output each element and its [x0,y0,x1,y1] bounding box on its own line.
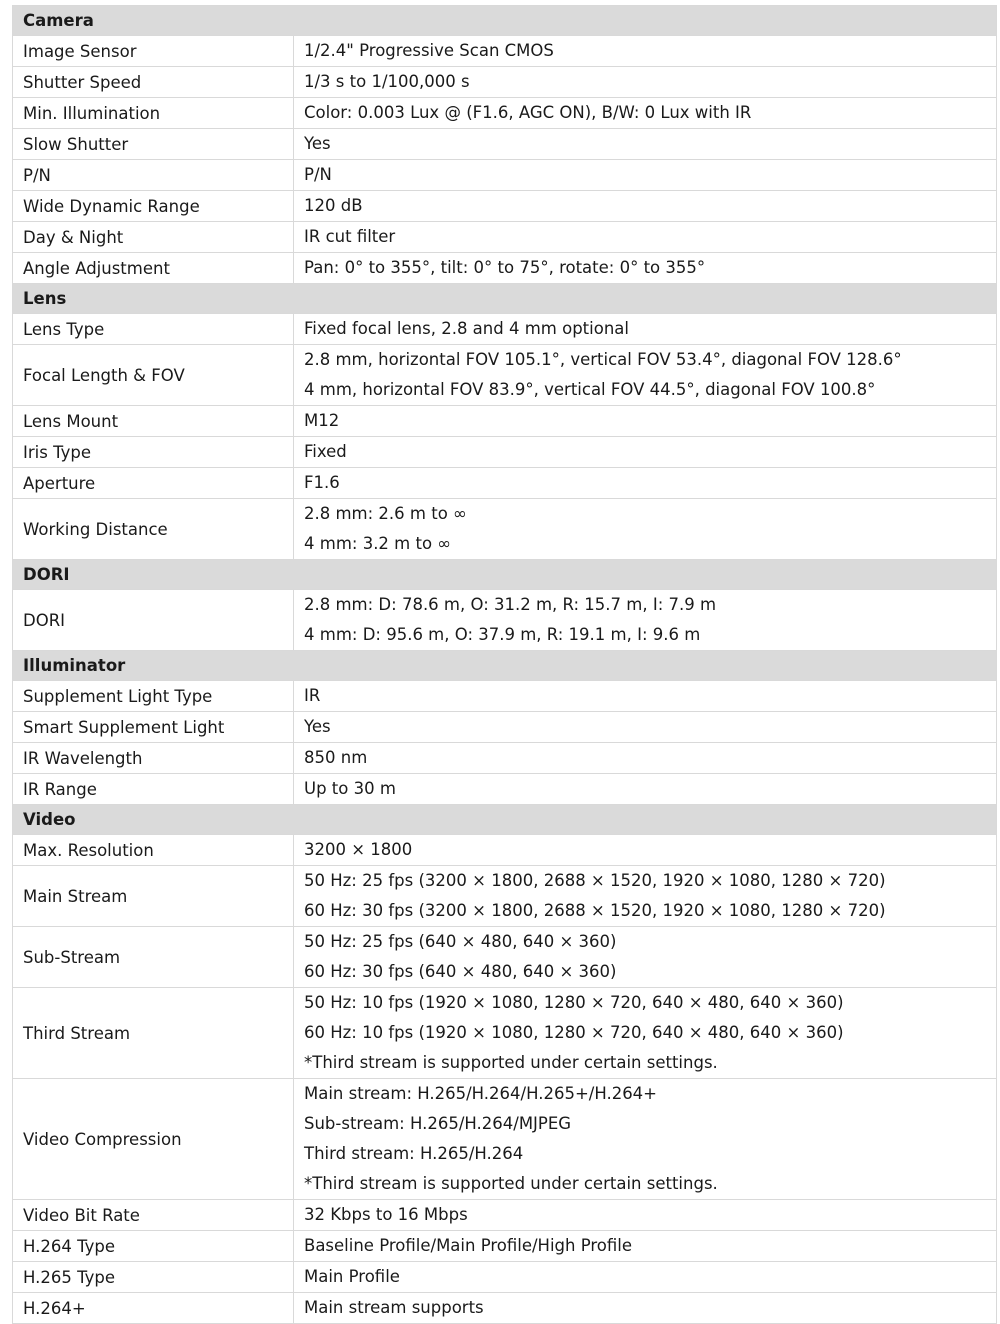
spec-value [294,835,997,866]
spec-value-line: IR [304,686,321,705]
spec-label: Aperture [13,468,294,499]
spec-row [13,1231,997,1262]
spec-row [13,129,997,160]
spec-value-line: Fixed [304,442,347,461]
spec-value-line: 50 Hz: 25 fps (3200 × 1800, 2688 × 1520, 1920 × 1080, 1280 × 720) [304,871,886,890]
spec-label: Wide Dynamic Range [13,191,294,222]
spec-value [294,1231,997,1262]
spec-value [294,1200,997,1231]
spec-value-line: 4 mm: 3.2 m to ∞ [304,534,452,553]
spec-label: Main Stream [13,866,294,927]
spec-row [13,866,997,927]
spec-value-line: 120 dB [304,196,363,215]
spec-row [13,160,997,191]
spec-value [294,774,997,805]
spec-value [294,129,997,160]
section-title: DORI [13,560,997,590]
spec-value-line: *Third stream is supported under certain settings. [304,1053,718,1072]
spec-label: Focal Length & FOV [13,345,294,406]
spec-value [294,1293,997,1324]
spec-value-line: Pan: 0° to 355°, tilt: 0° to 75°, rotate: 0° to 355° [304,258,706,277]
spec-row [13,774,997,805]
spec-value [294,743,997,774]
spec-value [294,681,997,712]
spec-value-line: 60 Hz: 30 fps (3200 × 1800, 2688 × 1520, 1920 × 1080, 1280 × 720) [304,901,886,920]
spec-value [294,314,997,345]
spec-row [13,1262,997,1293]
spec-value-line: 50 Hz: 25 fps (640 × 480, 640 × 360) [304,932,617,951]
spec-row [13,927,997,988]
spec-label: Max. Resolution [13,835,294,866]
spec-row [13,1293,997,1324]
spec-label: Iris Type [13,437,294,468]
spec-value-line: *Third stream is supported under certain settings. [304,1174,718,1193]
spec-value-line: Up to 30 m [304,779,396,798]
spec-value [294,866,997,927]
spec-label: Video Bit Rate [13,1200,294,1231]
spec-value-line: 1/3 s to 1/100,000 s [304,72,470,91]
spec-label: Video Compression [13,1079,294,1200]
spec-value-line: M12 [304,411,340,430]
spec-value-line: Yes [304,134,331,153]
spec-value-line: Baseline Profile/Main Profile/High Profile [304,1236,633,1255]
spec-row [13,681,997,712]
spec-value [294,437,997,468]
spec-value-line: 32 Kbps to 16 Mbps [304,1205,468,1224]
spec-value [294,468,997,499]
spec-label: H.264+ [13,1293,294,1324]
spec-label: H.264 Type [13,1231,294,1262]
spec-label: Min. Illumination [13,98,294,129]
section-title: Video [13,805,997,835]
section-header-illuminator [13,651,997,681]
spec-value-line: Third stream: H.265/H.264 [304,1144,524,1163]
spec-value [294,988,997,1079]
spec-label: Day & Night [13,222,294,253]
spec-label: Slow Shutter [13,129,294,160]
spec-label: H.265 Type [13,1262,294,1293]
spec-value-line: Yes [304,717,331,736]
spec-value-line: 2.8 mm: 2.6 m to ∞ [304,504,467,523]
spec-value [294,499,997,560]
spec-label: Smart Supplement Light [13,712,294,743]
spec-value-line: Main stream: H.265/H.264/H.265+/H.264+ [304,1084,658,1103]
spec-row [13,1200,997,1231]
spec-row [13,253,997,284]
spec-value-line: 3200 × 1800 [304,840,413,859]
spec-value [294,345,997,406]
spec-label: IR Range [13,774,294,805]
spec-value-line: 4 mm, horizontal FOV 83.9°, vertical FOV 44.5°, diagonal FOV 100.8° [304,380,876,399]
spec-value-line: 2.8 mm: D: 78.6 m, O: 31.2 m, R: 15.7 m, I: 7.9 m [304,595,717,614]
spec-label: P/N [13,160,294,191]
section-title: Lens [13,284,997,314]
spec-row [13,590,997,651]
spec-value-line: IR cut filter [304,227,396,246]
spec-row [13,468,997,499]
spec-row [13,98,997,129]
spec-label: Lens Type [13,314,294,345]
spec-row [13,988,997,1079]
section-header-video [13,805,997,835]
spec-row [13,67,997,98]
spec-label: Image Sensor [13,36,294,67]
spec-label: Supplement Light Type [13,681,294,712]
spec-value [294,712,997,743]
spec-label: Lens Mount [13,406,294,437]
section-header-camera [13,6,997,36]
spec-row [13,712,997,743]
spec-value [294,927,997,988]
spec-label: IR Wavelength [13,743,294,774]
spec-row [13,1079,997,1200]
section-title: Camera [13,6,997,36]
spec-value-line: Main Profile [304,1267,400,1286]
spec-value [294,590,997,651]
spec-value-line: 60 Hz: 30 fps (640 × 480, 640 × 360) [304,962,617,981]
spec-label: Third Stream [13,988,294,1079]
spec-row [13,314,997,345]
spec-value-line: F1.6 [304,473,340,492]
spec-row [13,835,997,866]
spec-value [294,98,997,129]
spec-row [13,743,997,774]
spec-value-line: Color: 0.003 Lux @ (F1.6, AGC ON), B/W: 0 Lux with IR [304,103,752,122]
section-title: Illuminator [13,651,997,681]
spec-value [294,1079,997,1200]
spec-value [294,191,997,222]
spec-label: DORI [13,590,294,651]
spec-value-line: 2.8 mm, horizontal FOV 105.1°, vertical FOV 53.4°, diagonal FOV 128.6° [304,350,902,369]
spec-row [13,36,997,67]
spec-label: Angle Adjustment [13,253,294,284]
spec-label: Sub-Stream [13,927,294,988]
spec-value [294,222,997,253]
spec-label: Shutter Speed [13,67,294,98]
spec-value [294,67,997,98]
spec-label: Working Distance [13,499,294,560]
spec-value-line: Main stream supports [304,1298,484,1317]
spec-row [13,222,997,253]
spec-value [294,253,997,284]
section-header-dori [13,560,997,590]
spec-row [13,345,997,406]
spec-row [13,406,997,437]
spec-value-line: 850 nm [304,748,368,767]
spec-value-line: 60 Hz: 10 fps (1920 × 1080, 1280 × 720, 640 × 480, 640 × 360) [304,1023,844,1042]
spec-value-line: Sub-stream: H.265/H.264/MJPEG [304,1114,572,1133]
spec-value [294,36,997,67]
spec-table [12,5,997,1324]
spec-value [294,1262,997,1293]
spec-value [294,160,997,191]
section-header-lens [13,284,997,314]
spec-value-line: Fixed focal lens, 2.8 and 4 mm optional [304,319,629,338]
spec-row [13,191,997,222]
spec-value [294,406,997,437]
spec-table-body [13,6,997,1324]
spec-value-line: 4 mm: D: 95.6 m, O: 37.9 m, R: 19.1 m, I: 9.6 m [304,625,701,644]
spec-value-line: 50 Hz: 10 fps (1920 × 1080, 1280 × 720, 640 × 480, 640 × 360) [304,993,844,1012]
spec-value-line: 1/2.4" Progressive Scan CMOS [304,41,554,60]
spec-row [13,499,997,560]
spec-row [13,437,997,468]
spec-value-line: P/N [304,165,332,184]
